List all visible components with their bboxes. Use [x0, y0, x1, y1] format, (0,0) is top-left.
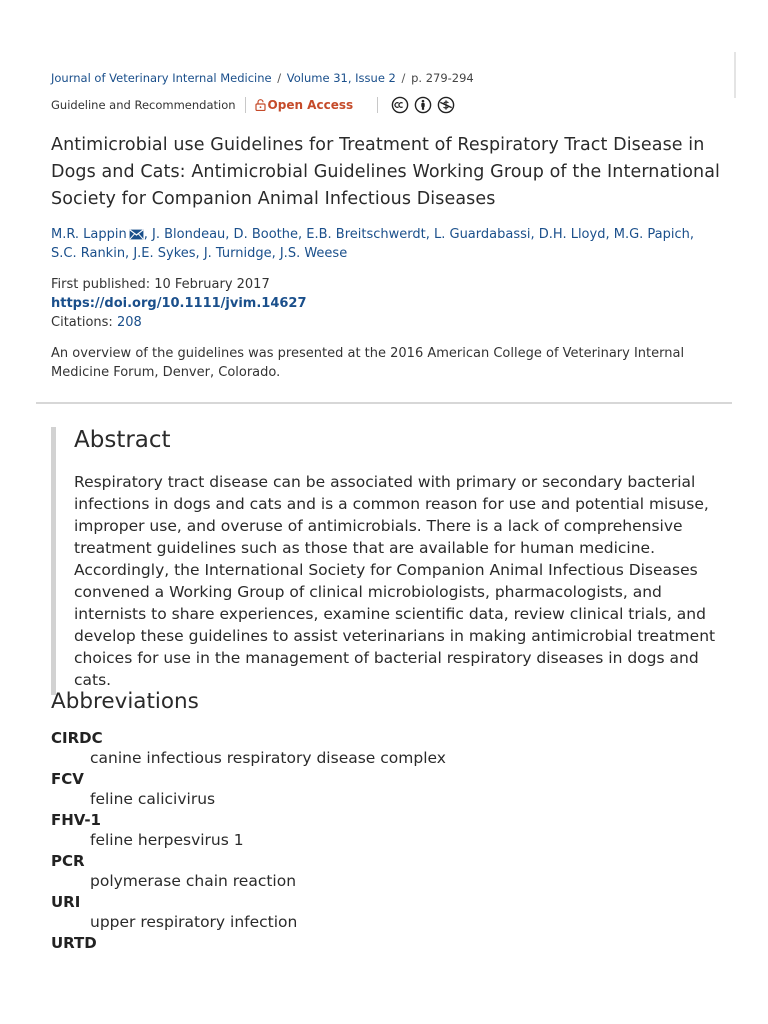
publication-info: [51, 275, 731, 332]
divider: [245, 97, 246, 113]
article-note: An overview of the guidelines was presented at the 2016 American College of Veterinary Internal Medicine Forum, Denver, Colorado.: [51, 346, 685, 380]
journal-link[interactable]: Journal of Veterinary Internal Medicine: [51, 71, 272, 85]
cc-icon: [391, 96, 409, 114]
abstract-heading: Abstract: [74, 427, 171, 453]
article-meta-row: [51, 96, 731, 114]
breadcrumb: [51, 70, 731, 86]
author-link[interactable]: M.R. Lappin: [51, 227, 127, 242]
section-divider: [36, 402, 732, 404]
citations: [51, 313, 731, 332]
author-list-line2[interactable]: S.C. Rankin, J.E. Sykes, J. Turnidge, J.S. Weese: [51, 245, 348, 261]
article-type: Guideline and Recommendation: [51, 98, 236, 112]
abbreviation-term: FHV-1: [51, 811, 101, 829]
citations-label: Citations:: [51, 315, 117, 330]
unlock-icon: [255, 99, 266, 111]
abbreviations-section: [51, 688, 731, 953]
first-published: First published: 10 February 2017: [51, 277, 270, 292]
breadcrumb-separator: /: [401, 71, 406, 85]
abbreviation-definition: feline herpesvirus 1: [90, 831, 244, 849]
abbreviations-heading: Abbreviations: [51, 689, 199, 714]
abstract-section: [51, 427, 742, 695]
license-icons[interactable]: [391, 96, 455, 114]
abbreviation-definition: polymerase chain reaction: [90, 872, 297, 890]
doi-link[interactable]: https://doi.org/10.1111/jvim.14627: [51, 296, 307, 311]
abbreviation-term: URTD: [51, 934, 97, 952]
open-access-label: Open Access: [267, 98, 354, 112]
nc-icon: [437, 96, 455, 114]
abbreviations-list: [51, 728, 731, 953]
citations-count-link[interactable]: 208: [116, 315, 142, 330]
abbreviation-definition: canine infectious respiratory disease complex: [90, 749, 446, 767]
abbreviation-term: FCV: [51, 770, 84, 788]
issue-link[interactable]: Volume 31, Issue 2: [286, 71, 396, 85]
by-icon: [414, 96, 432, 114]
breadcrumb-separator: /: [277, 71, 282, 85]
abbreviation-term: CIRDC: [51, 729, 103, 747]
divider: [377, 97, 378, 113]
page-range: p. 279-294: [411, 71, 474, 85]
scrollbar[interactable]: [734, 52, 736, 98]
article-header: [51, 70, 731, 382]
abbreviation-term: PCR: [51, 852, 85, 870]
open-access-badge: [255, 98, 354, 112]
envelope-icon[interactable]: [129, 229, 144, 240]
abbreviation-definition: upper respiratory infection: [90, 913, 298, 931]
article-title: Antimicrobial use Guidelines for Treatment of Respiratory Tract Disease in Dogs and Cats: Antimicrobial Guidelines Working Group of the International Society for Companion Animal Infectious Diseases: [51, 135, 721, 209]
abbreviation-term: URI: [51, 893, 81, 911]
abbreviation-definition: feline calicivirus: [90, 790, 216, 808]
author-list-line1[interactable]: , J. Blondeau, D. Boothe, E.B. Breitschwerdt, L. Guardabassi, D.H. Lloyd, M.G. Papich,: [143, 227, 695, 242]
abstract-text: Respiratory tract disease can be associated with primary or secondary bacterial infections in dogs and cats and is a common reason for use and potential misuse, improper use, and overuse of antimicrobials. There is a lack of comprehensive treatment guidelines such as those that are available for human medicine. Accordingly, the International Society for Companion Animal Infectious Diseases convened a Working Group of clinical microbiologists, pharmacologists, and internists to share experiences, examine scientific data, review clinical trials, and develop these guidelines to assist veterinarians in making antimicrobial treatment choices for use in the management of bacterial respiratory diseases in dogs and cats.: [74, 473, 716, 689]
author-list: [51, 226, 731, 263]
